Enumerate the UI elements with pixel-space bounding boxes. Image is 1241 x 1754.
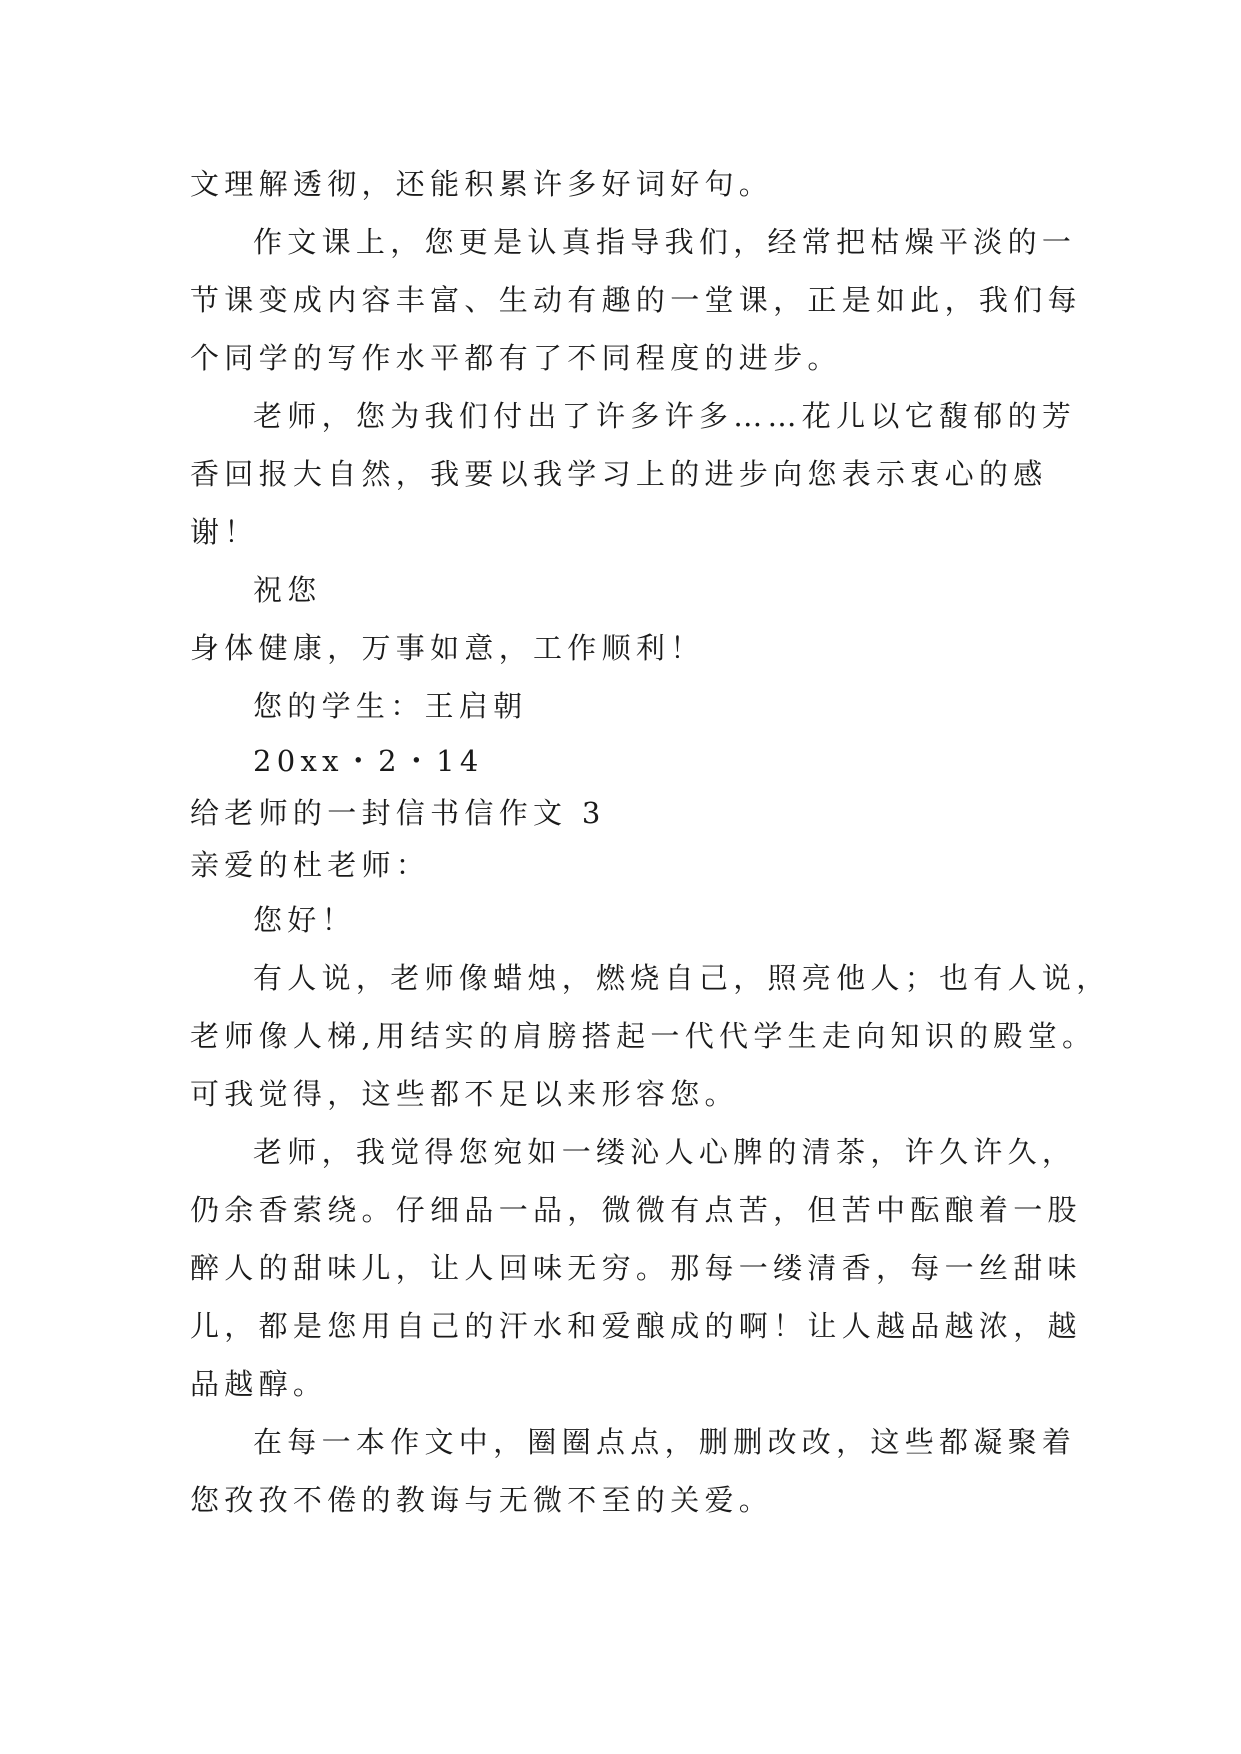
greeting: 您好！ [253, 903, 356, 937]
text-line: 仍余香萦绕。仔细品一品，微微有点苦，但苦中酝酿着一股 [190, 1193, 1082, 1227]
text-line: 节课变成内容丰富、生动有趣的一堂课，正是如此，我们每 [190, 283, 1082, 317]
text-line: 谢！ [190, 515, 259, 549]
closing-wish: 身体健康，万事如意，工作顺利！ [190, 631, 705, 665]
text-line: 个同学的写作水平都有了不同程度的进步。 [190, 341, 842, 375]
date: 20xx・2・14 [253, 744, 484, 778]
paragraph-start: 有人说，老师像蜡烛，燃烧自己，照亮他人；也有人说， [253, 961, 1111, 995]
section-title: 给老师的一封信书信作文 3 [190, 796, 606, 830]
paragraph-start: 老师，您为我们付出了许多许多……花儿以它馥郁的芳 [253, 399, 1077, 433]
text-line: 您孜孜不倦的教诲与无微不至的关爱。 [190, 1483, 774, 1517]
signature: 您的学生：王启朝 [253, 689, 528, 723]
text-line: 醉人的甜味儿，让人回味无穷。那每一缕清香，每一丝甜味 [190, 1251, 1082, 1285]
letter-body [190, 155, 1111, 1529]
closing-greeting: 祝您 [253, 573, 322, 607]
text-line: 文理解透彻，还能积累许多好词好句。 [190, 167, 774, 201]
text-line: 老师像人梯,用结实的肩膀搭起一代代学生走向知识的殿堂。 [190, 1019, 1097, 1053]
paragraph-start: 在每一本作文中，圈圈点点，删删改改，这些都凝聚着 [253, 1425, 1077, 1459]
text-line: 儿，都是您用自己的汗水和爱酿成的啊！让人越品越浓，越 [190, 1309, 1082, 1343]
text-line: 香回报大自然，我要以我学习上的进步向您表示衷心的感 [190, 457, 1048, 491]
text-line: 可我觉得，这些都不足以来形容您。 [190, 1077, 739, 1111]
text-line: 品越醇。 [190, 1367, 328, 1401]
paragraph-start: 作文课上，您更是认真指导我们，经常把枯燥平淡的一 [253, 225, 1077, 259]
salutation: 亲爱的杜老师： [190, 848, 431, 882]
paragraph-start: 老师，我觉得您宛如一缕沁人心脾的清茶，许久许久， [253, 1135, 1077, 1169]
